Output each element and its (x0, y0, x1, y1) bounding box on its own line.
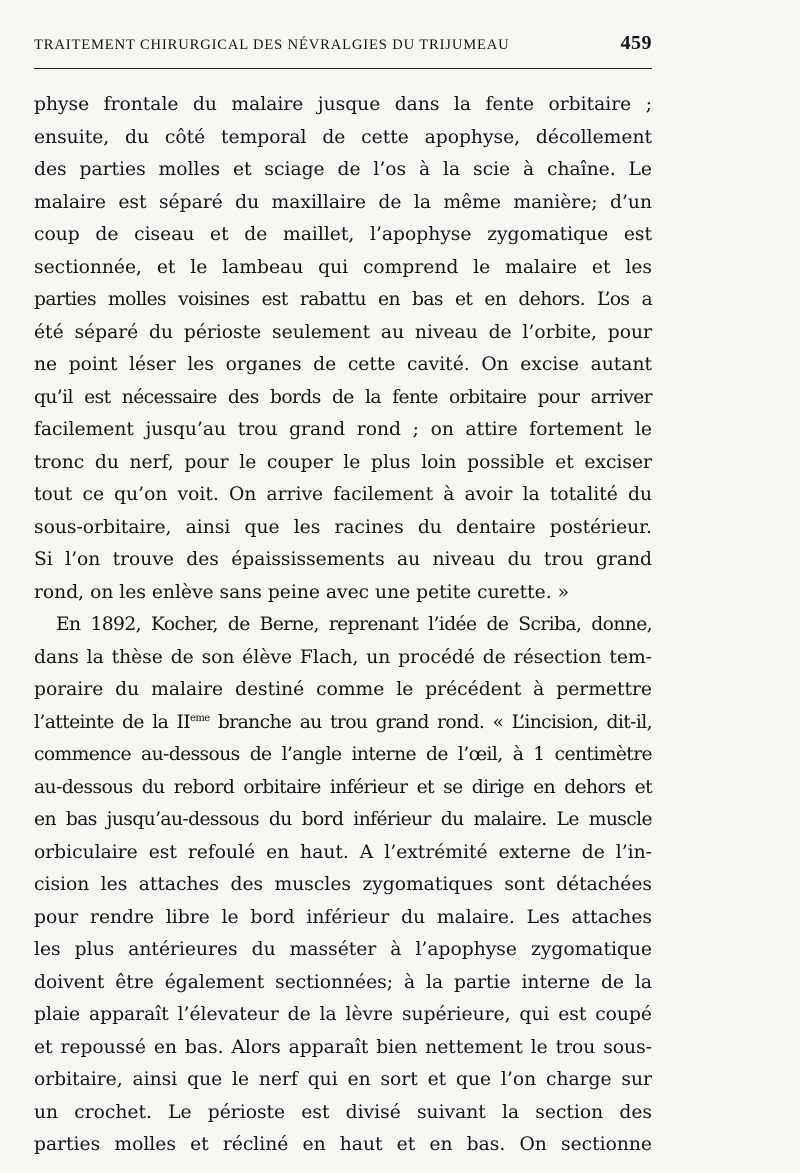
text-line: les plus antérieures du masséter à l’apophyse zygomatique (34, 939, 652, 960)
text-line: et repoussé en bas. Alors apparaît bien nettement le trou sous- (34, 1036, 652, 1058)
text-line: physe frontale du malaire jusque dans la fente orbitaire ; (34, 94, 652, 115)
text-line: commence au-dessous de l’angle interne de l’œil, à 1 centimètre (34, 744, 652, 765)
text-line: coup de ciseau et de maillet, l’apophyse zygomatique est (34, 224, 652, 245)
text-line: plaie apparaît l’élevateur de la lèvre supérieure, qui est coupé (34, 1004, 652, 1025)
superscript: eme (190, 712, 210, 724)
text-line: malaire est séparé du maxillaire de la même manière; d’un (34, 191, 652, 213)
text-line: dans la thèse de son élève Flach, un procédé de résection tem- (34, 646, 652, 668)
text-line: tronc du nerf, pour le couper le plus loin possible et exciser (34, 451, 652, 473)
page-number: 459 (620, 32, 652, 54)
text-line: orbiculaire est refoulé en haut. A l’extrémité externe de l’in- (34, 841, 652, 863)
text-line: un crochet. Le périoste est divisé suivant la section des (34, 1101, 652, 1123)
text-line: ne point léser les organes de cette cavité. On excise autant (34, 354, 652, 375)
text-segment: branche au trou grand rond. « L’incision, dit-il, (209, 711, 652, 733)
text-line: qu’il est nécessaire des bords de la fente orbitaire pour arriver (34, 386, 652, 408)
text-line: ensuite, du côté temporal de cette apophyse, décollement (34, 126, 652, 148)
body-text (34, 89, 652, 1162)
text-line: tout ce qu’on voit. On arrive facilement à avoir la totalité du (34, 484, 652, 505)
text-line: sectionnée, et le lambeau qui comprend le malaire et les (34, 256, 652, 278)
text-line (34, 707, 652, 740)
running-header (34, 32, 652, 58)
running-title: TRAITEMENT CHIRURGICAL DES NÉVRALGIES DU TRIJUMEAU (34, 37, 510, 53)
text-line: parties molles et récliné en haut et en bas. On sectionne (34, 1134, 652, 1155)
text-line: au-dessous du rebord orbitaire inférieur et se dirige en dehors et (34, 776, 652, 798)
text-line: été séparé du périoste seulement au niveau de l’orbite, pour (34, 321, 652, 343)
text-line: en bas jusqu’au-dessous du bord inférieur du malaire. Le muscle (34, 809, 652, 830)
text-line: Si l’on trouve des épaississements au niveau du trou grand (34, 549, 652, 570)
text-line: poraire du malaire destiné comme le précédent à permettre (34, 679, 652, 700)
text-line: orbitaire, ainsi que le nerf qui en sort et que l’on charge sur (34, 1069, 652, 1090)
text-line: doivent être également sectionnées; à la partie interne de la (34, 971, 652, 993)
text-line: sous-orbitaire, ainsi que les racines du dentaire postérieur. (34, 516, 652, 538)
text-line: facilement jusqu’au trou grand rond ; on attire fortement le (34, 419, 652, 440)
paragraph-first-line: En 1892, Kocher, de Berne, reprenant l’idée de Scriba, donne, (56, 614, 652, 635)
text-line: cision les attaches des muscles zygomatiques sont détachées (34, 874, 652, 895)
header-rule (34, 68, 652, 69)
text-line: parties molles voisines est rabattu en bas et en dehors. L’os a (34, 289, 652, 310)
text-line: rond, on les enlève sans peine avec une petite curette. » (34, 581, 570, 603)
text-segment: l’atteinte de la II (34, 711, 191, 733)
text-line: pour rendre libre le bord inférieur du malaire. Les attaches (34, 906, 652, 928)
text-line: des parties molles et sciage de l’os à la scie à chaîne. Le (34, 159, 652, 180)
